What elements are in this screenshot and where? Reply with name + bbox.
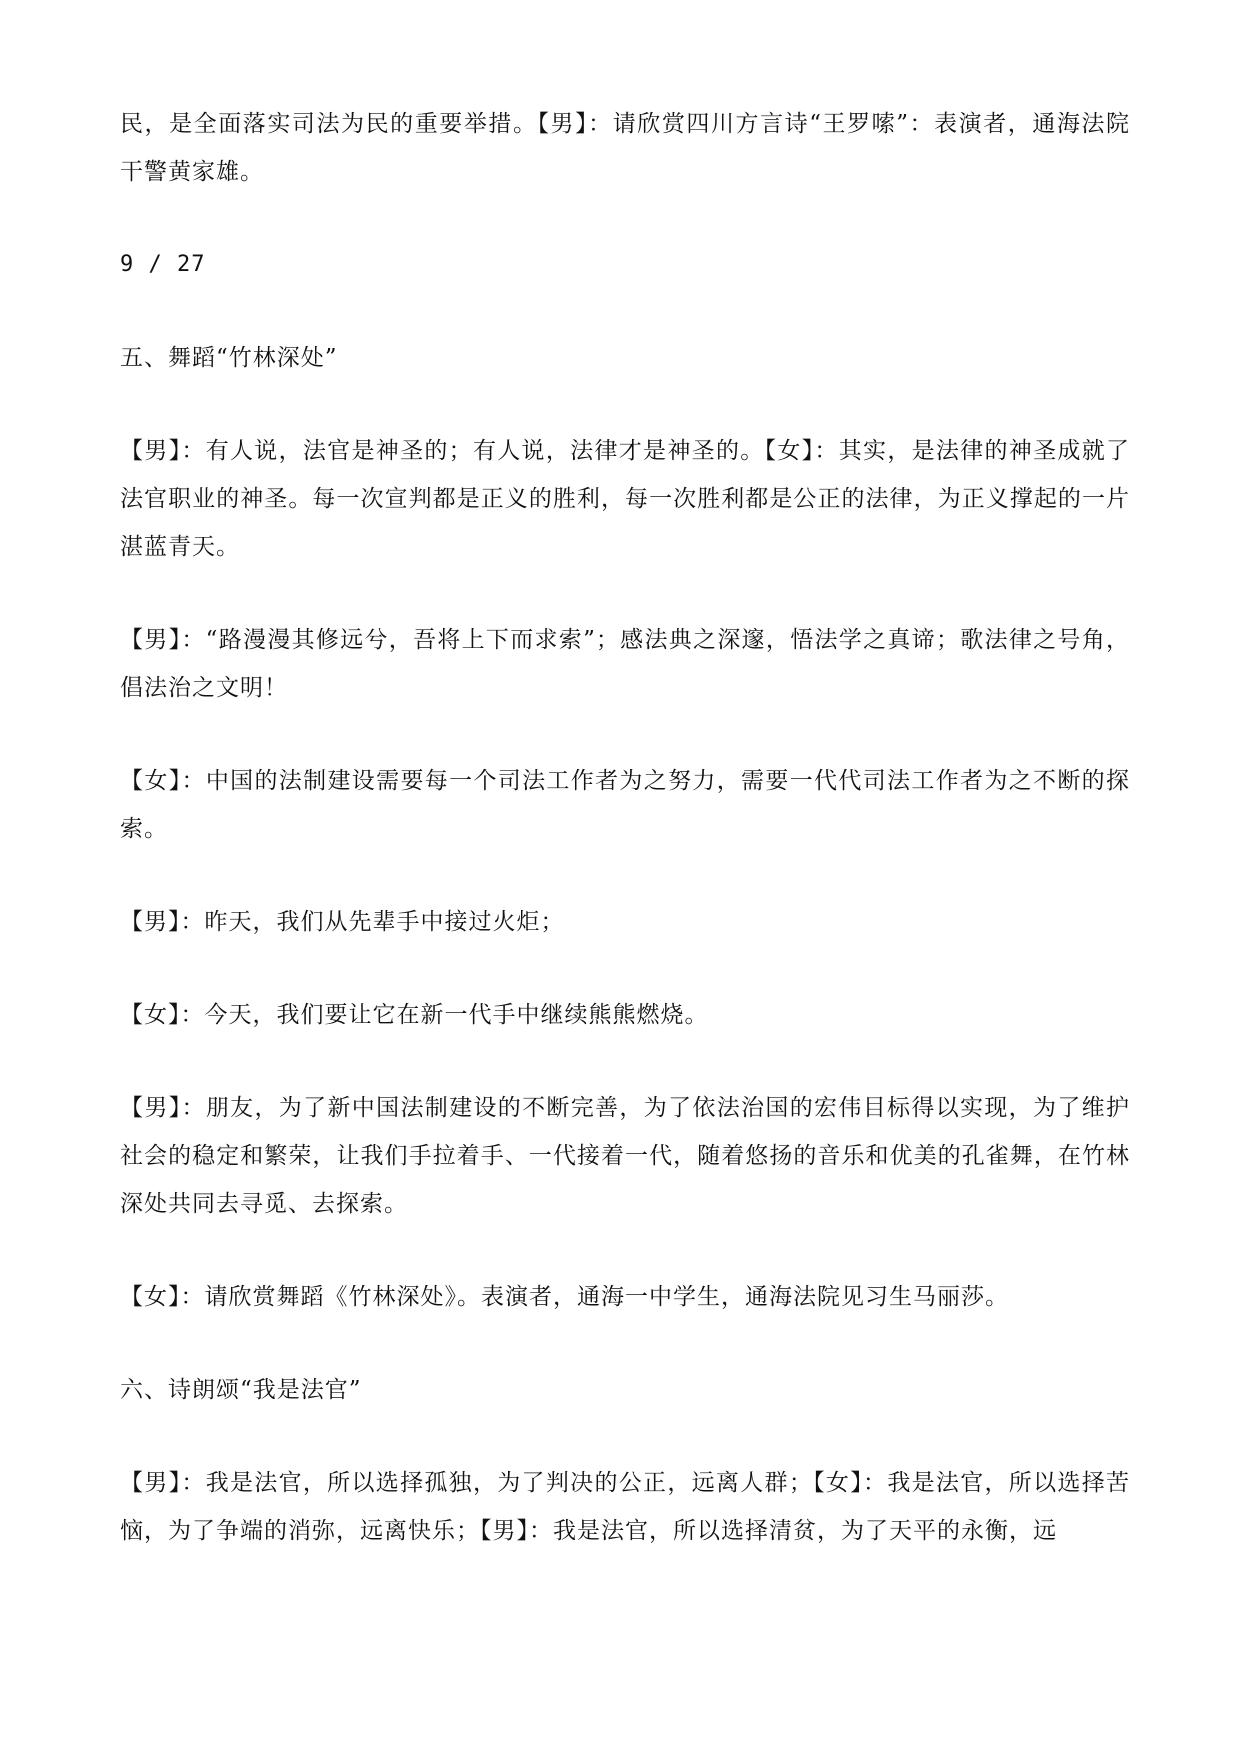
paragraph-yesterday: 【男】：昨天，我们从先辈手中接过火炬；	[120, 909, 565, 935]
paragraph-sacred-law: 【男】：有人说，法官是神圣的；有人说，法律才是神圣的。【女】：其实，是法律的神圣成就了法官职业的神圣。每一次宣判都是正义的胜利，每一次胜利都是公正的法律，为正义撑起的一片湛蓝青天。	[120, 438, 1130, 560]
paragraph-dance-intro: 【女】：请欣赏舞蹈《竹林深处》。表演者，通海一中学生，通海法院见习生马丽莎。	[120, 1284, 1009, 1310]
paragraph-long-road: 【男】：“路漫漫其修远兮，吾将上下而求索”；感法典之深邃，悟法学之真谛；歌法律之号角，倡法治之文明！	[120, 627, 1130, 701]
paragraph-i-am-judge: 【男】：我是法官，所以选择孤独，为了判决的公正，远离人群；【女】：我是法官，所以选择苦恼，为了争端的消弥，远离快乐；【男】：我是法官，所以选择清贫，为了天平的永衡，远	[120, 1470, 1130, 1544]
paragraph-friends: 【男】：朋友，为了新中国法制建设的不断完善，为了依法治国的宏伟目标得以实现，为了维护社会的稳定和繁荣，让我们手拉着手、一代接着一代，随着悠扬的音乐和优美的孔雀舞，在竹林深处共同去寻觅、去探索。	[120, 1095, 1130, 1217]
page-number: 9 / 27	[120, 252, 206, 277]
section-heading-5: 五、舞蹈“竹林深处”	[120, 345, 338, 371]
paragraph-legal-construction: 【女】：中国的法制建设需要每一个司法工作者为之努力，需要一代代司法工作者为之不断的探索。	[120, 768, 1130, 842]
paragraph-today: 【女】：今天，我们要让它在新一代手中继续熊熊燃烧。	[120, 1002, 709, 1028]
section-heading-6: 六、诗朗颂“我是法官”	[120, 1377, 362, 1403]
paragraph-intro-end: 民，是全面落实司法为民的重要举措。【男】：请欣赏四川方言诗“王罗嗦”：表演者，通海法院干警黄家雄。	[120, 111, 1130, 185]
document-page	[120, 100, 1130, 1555]
